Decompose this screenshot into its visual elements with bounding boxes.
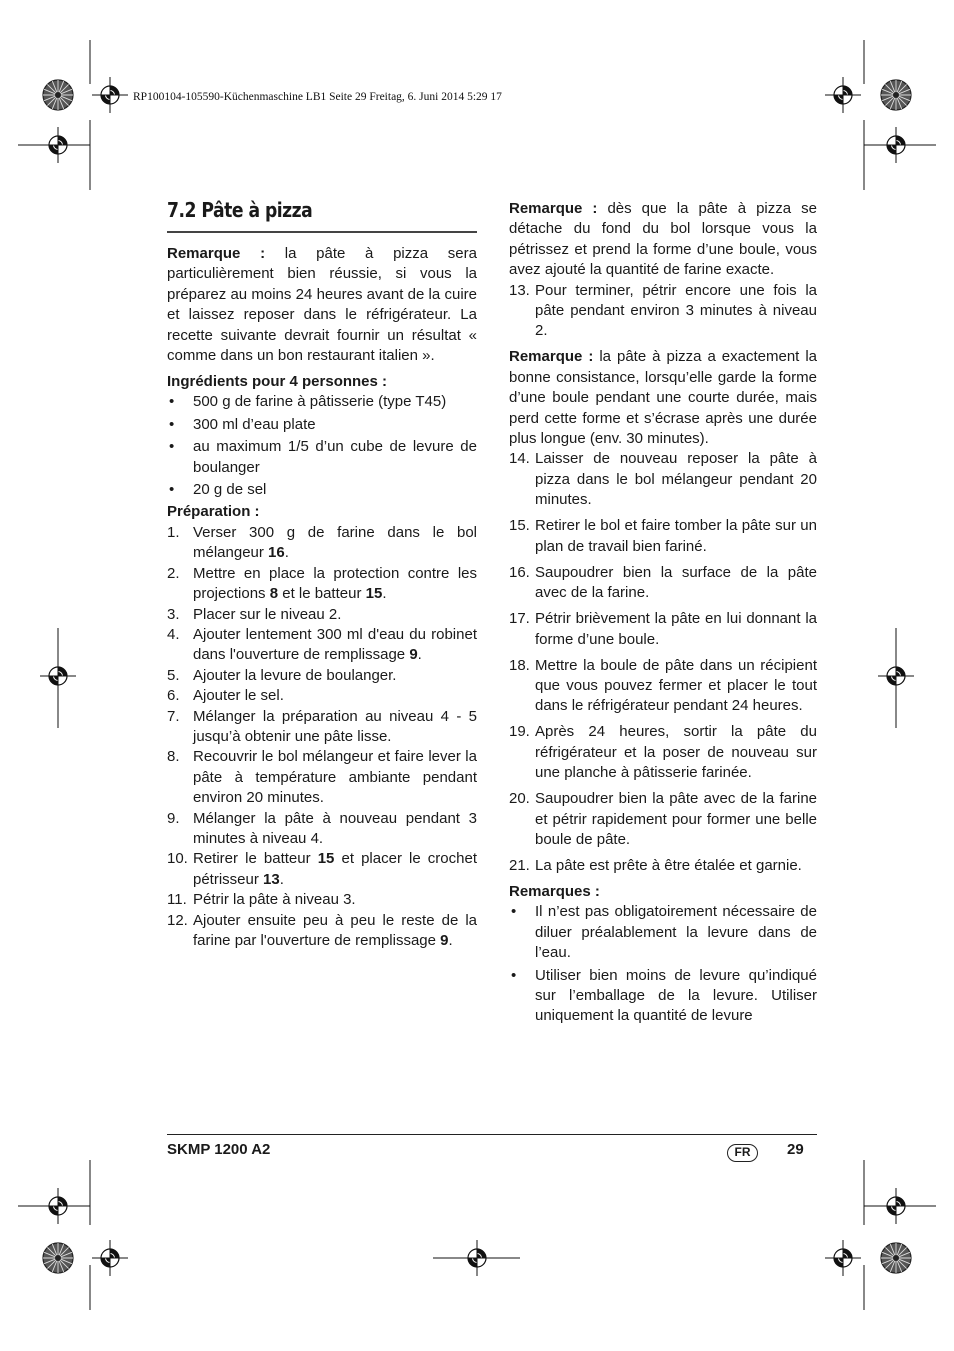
ingredient-item: • 500 g de farine à pâtisserie (type T45) — [169, 393, 447, 411]
remarks-heading: Remarques : — [509, 882, 600, 900]
ingredient-item: • 20 g de sel — [169, 481, 267, 499]
right-column — [509, 199, 817, 1027]
list-item: 4. Ajouter lentement 300 ml d'eau du robinet dans l'ouverture de remplissage 9. — [167, 625, 477, 664]
footer-rule — [167, 1134, 817, 1135]
remark-note: Remarque : la pâte à pizza a exactement la bonne consistance, lorsqu’elle garde la forme d’une boule pendant une courte durée, mais perd cette forme et s’écrase après une durée plus longue (env. 30 minutes). — [509, 348, 817, 448]
page-number: 29 — [787, 1141, 804, 1158]
list-item: 11. Pétrir la pâte à niveau 3. — [167, 891, 356, 909]
list-item: 20. Saupoudrer bien la pâte avec de la farine et pétrir rapidement pour former une belle boule de pâte. — [509, 790, 817, 848]
note-text: la pâte à pizza sera particulièrement bien réussie, si vous la préparez au moins 24 heures avant de la cuire et laissez reposer dans le réfrigérateur. La recette suivante devrait fournir un résultat « comme dans un bon restaurant italien ». — [167, 245, 477, 365]
note-label: Remarque : — [167, 245, 266, 262]
list-item: 10. Retirer le batteur 15 et placer le crochet pétrisseur 13. — [167, 850, 477, 888]
section-title: 7.2 Pâte à pizza — [167, 198, 313, 222]
list-item: 8. Recouvrir le bol mélangeur et faire lever la pâte à température ambiante pendant environ 20 minutes. — [167, 748, 477, 807]
list-item: 3. Placer sur le niveau 2. — [167, 605, 342, 623]
preparation-heading: Préparation : — [167, 503, 260, 521]
list-item: 5. Ajouter la levure de boulanger. — [167, 666, 397, 684]
ingredient-item: • au maximum 1/5 d’un cube de levure de boulanger — [169, 438, 477, 476]
list-item: 2. Mettre en place la protection contre les projections 8 et le batteur 15. — [167, 564, 477, 603]
list-item: 13. Pour terminer, pétrir encore une fois la pâte pendant environ 3 minutes à niveau 2. — [509, 281, 817, 340]
list-item: 18. Mettre la boule de pâte dans un récipient que vous pouvez fermer et placer le tout dans le réfrigérateur pendant 24 heures. — [509, 656, 817, 715]
remark-note: Remarque : dès que la pâte à pizza se détache du fond du bol lorsque vous la pétrissez et prend la forme d’une boule, vous avez ajouté la quantité de farine exacte. — [509, 200, 817, 279]
list-item: 16. Saupoudrer bien la surface de la pâte avec de la farine. — [509, 563, 817, 602]
list-item: 15. Retirer le bol et faire tomber la pâte sur un plan de travail bien fariné. — [509, 517, 817, 555]
ingredients-heading: Ingrédients pour 4 personnes : — [167, 373, 388, 391]
list-item: 14. Laisser de nouveau reposer la pâte à pizza dans le bol mélangeur pendant 20 minutes. — [509, 450, 817, 509]
title-underline — [167, 231, 477, 233]
model-number: SKMP 1200 A2 — [167, 1141, 271, 1158]
print-slug: RP100104-105590-Küchenmaschine LB1 Seite 29 Freitag, 6. Juni 2014 5:29 17 — [133, 91, 502, 103]
left-column — [167, 244, 477, 951]
ingredient-item: • 300 ml d’eau plate — [169, 415, 316, 433]
list-item: 6. Ajouter le sel. — [167, 687, 284, 705]
list-item: 19. Après 24 heures, sortir la pâte du réfrigérateur et la poser de nouveau sur une planche à pâtisserie farinée. — [509, 723, 817, 782]
intro-note — [167, 244, 477, 366]
list-item: 21. La pâte est prête à être étalée et garnie. — [509, 856, 802, 874]
remark-item: • Il n’est pas obligatoirement nécessaire de diluer préalablement la levure dans de l’eau. — [511, 903, 817, 962]
list-item: 9. Mélanger la pâte à nouveau pendant 3 minutes à niveau 4. — [167, 809, 477, 847]
list-item: 12. Ajouter ensuite peu à peu le reste de la farine par l'ouverture de remplissage 9. — [167, 911, 477, 949]
list-item: 1. Verser 300 g de farine dans le bol mélangeur 16. — [167, 523, 477, 562]
remark-item: • Utiliser bien moins de levure qu’indiqué sur l’emballage de la levure. Utiliser uniquement la quantité de levure — [511, 966, 817, 1025]
language-badge: FR — [727, 1144, 758, 1162]
list-item: 7. Mélanger la préparation au niveau 4 - 5 jusqu’à obtenir une pâte lisse. — [167, 707, 477, 745]
list-item: 17. Pétrir brièvement la pâte en lui donnant la forme d’une boule. — [509, 610, 817, 648]
